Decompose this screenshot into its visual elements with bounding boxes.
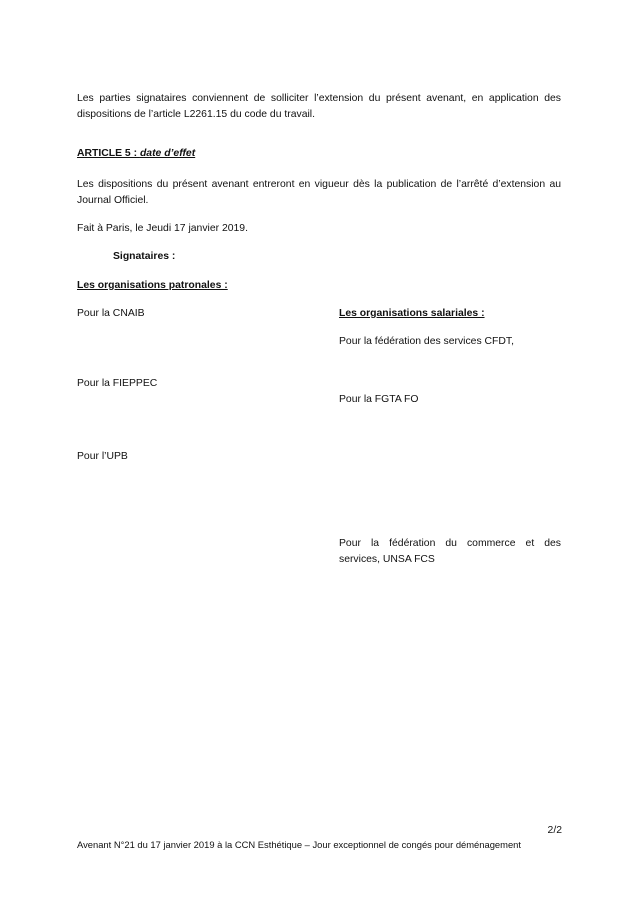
patronales-heading: Les organisations patronales : [77,280,228,291]
article-5-heading-title: date d’effet [139,148,196,159]
place-date: Fait à Paris, le Jeudi 17 janvier 2019. [77,223,248,234]
article-5-line-1: Les dispositions du présent avenant entreront en vigueur dès la publication de l’arrêté d’extension au [77,179,561,190]
article-5-heading-prefix: ARTICLE 5 : [77,148,140,159]
salariale-fgta-fo: Pour la FGTA FO [339,394,419,405]
salariale-unsa-line-1: Pour la fédération du commerce et des [339,538,561,549]
salariale-unsa-line-2: services, UNSA FCS [339,554,435,565]
salariales-heading: Les organisations salariales : [339,308,485,319]
page-number: 2/2 [547,825,562,836]
salariale-cfdt: Pour la fédération des services CFDT, [339,336,514,347]
footer-text: Avenant N°21 du 17 janvier 2019 à la CCN Esthétique – Jour exceptionnel de congés pour déménagement [77,839,521,850]
patronale-fieppec: Pour la FIEPPEC [77,378,158,389]
intro-line-1: Les parties signataires conviennent de solliciter l’extension du présent avenant, en application des [77,93,561,104]
signataires-label: Signataires : [113,251,176,262]
patronale-upb: Pour l’UPB [77,451,128,462]
patronale-cnaib: Pour la CNAIB [77,308,145,319]
article-5-line-2: Journal Officiel. [77,195,149,206]
article-5-heading [77,146,195,162]
intro-line-2: dispositions de l’article L2261.15 du code du travail. [77,109,315,120]
